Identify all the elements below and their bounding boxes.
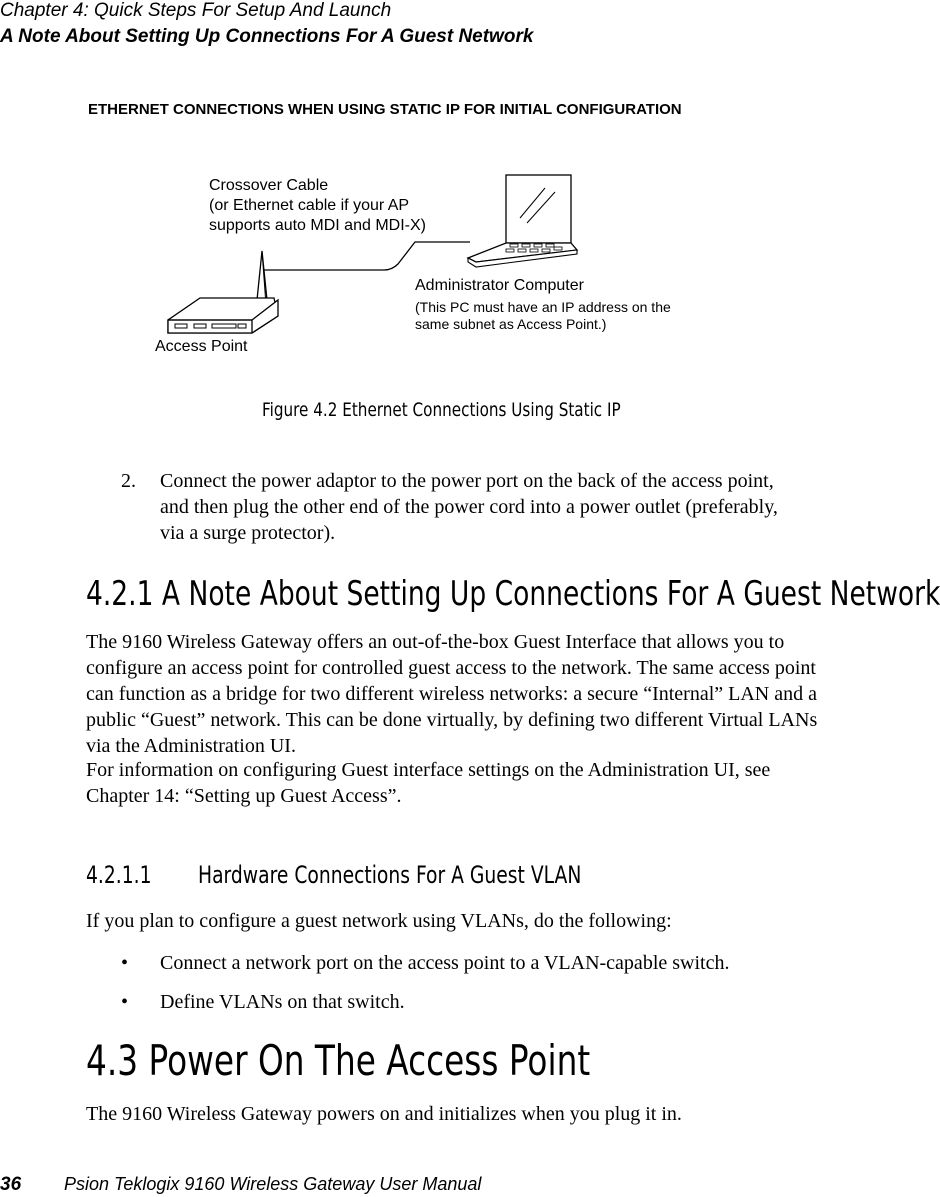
cable-label-line-1: Crossover Cable xyxy=(209,177,329,194)
section-heading-4-3: 4.3 Power On The Access Point xyxy=(86,1036,591,1085)
running-header-section: A Note About Setting Up Connections For A Guest Network xyxy=(0,26,534,47)
computer-note-line-2: same subnet as Access Point.) xyxy=(415,316,607,332)
step-text: Connect the power adaptor to the power port on the back of the access point, and then plug the other end of the power cord into a power outlet (preferably, via a surge protector). xyxy=(160,470,778,544)
footer-manual-title: Psion Teklogix 9160 Wireless Gateway User Manual xyxy=(64,1174,482,1194)
section-heading-4-2-1: 4.2.1 A Note About Setting Up Connections For A Guest Network xyxy=(86,574,940,614)
access-point-icon xyxy=(168,298,278,333)
step-number: 2. xyxy=(121,470,136,492)
bullet-marker: • xyxy=(121,952,129,974)
cable-label-line-3: supports auto MDI and MDI-X) xyxy=(209,217,426,234)
figure-caption: Figure 4.2 Ethernet Connections Using Static IP xyxy=(262,399,621,421)
laptop-icon xyxy=(468,175,577,267)
crossover-cable xyxy=(264,242,470,270)
ethernet-diagram xyxy=(0,130,832,380)
figure-top-title: ETHERNET CONNECTIONS WHEN USING STATIC IP FOR INITIAL CONFIGURATION xyxy=(88,101,682,118)
running-header-chapter: Chapter 4: Quick Steps For Setup And Launch xyxy=(0,0,392,21)
bullet-item: Define VLANs on that switch. xyxy=(160,991,405,1013)
cable-label-line-2: (or Ethernet cable if your AP xyxy=(209,197,410,214)
computer-label: Administrator Computer xyxy=(415,277,584,294)
section-4-2-1-para-2: For information on configuring Guest interface settings on the Administration UI, see Chapter 14: “Setting up Guest Access”. xyxy=(86,759,771,807)
section-4-2-1-para-1: The 9160 Wireless Gateway offers an out-of-the-box Guest Interface that allows you to configure an access point for controlled guest access to the network. The same access point can function as a bridge for two different wireless networks: a secure “Internal” LAN and a public “Guest” network. This can be done virtually, by defining two different Virtual LANs via the Administration UI. xyxy=(86,631,818,757)
page-number: 36 xyxy=(0,1174,22,1195)
computer-note-line-1: (This PC must have an IP address on the xyxy=(415,299,671,315)
subsection-intro: If you plan to configure a guest network using VLANs, do the following: xyxy=(86,910,672,932)
subsection-title: Hardware Connections For A Guest VLAN xyxy=(198,861,582,889)
access-point-label: Access Point xyxy=(155,338,248,355)
bullet-item: Connect a network port on the access point to a VLAN-capable switch. xyxy=(160,952,730,974)
bullet-marker: • xyxy=(121,991,129,1013)
section-4-3-para: The 9160 Wireless Gateway powers on and initializes when you plug it in. xyxy=(86,1103,682,1125)
subsection-number: 4.2.1.1 xyxy=(86,861,152,889)
